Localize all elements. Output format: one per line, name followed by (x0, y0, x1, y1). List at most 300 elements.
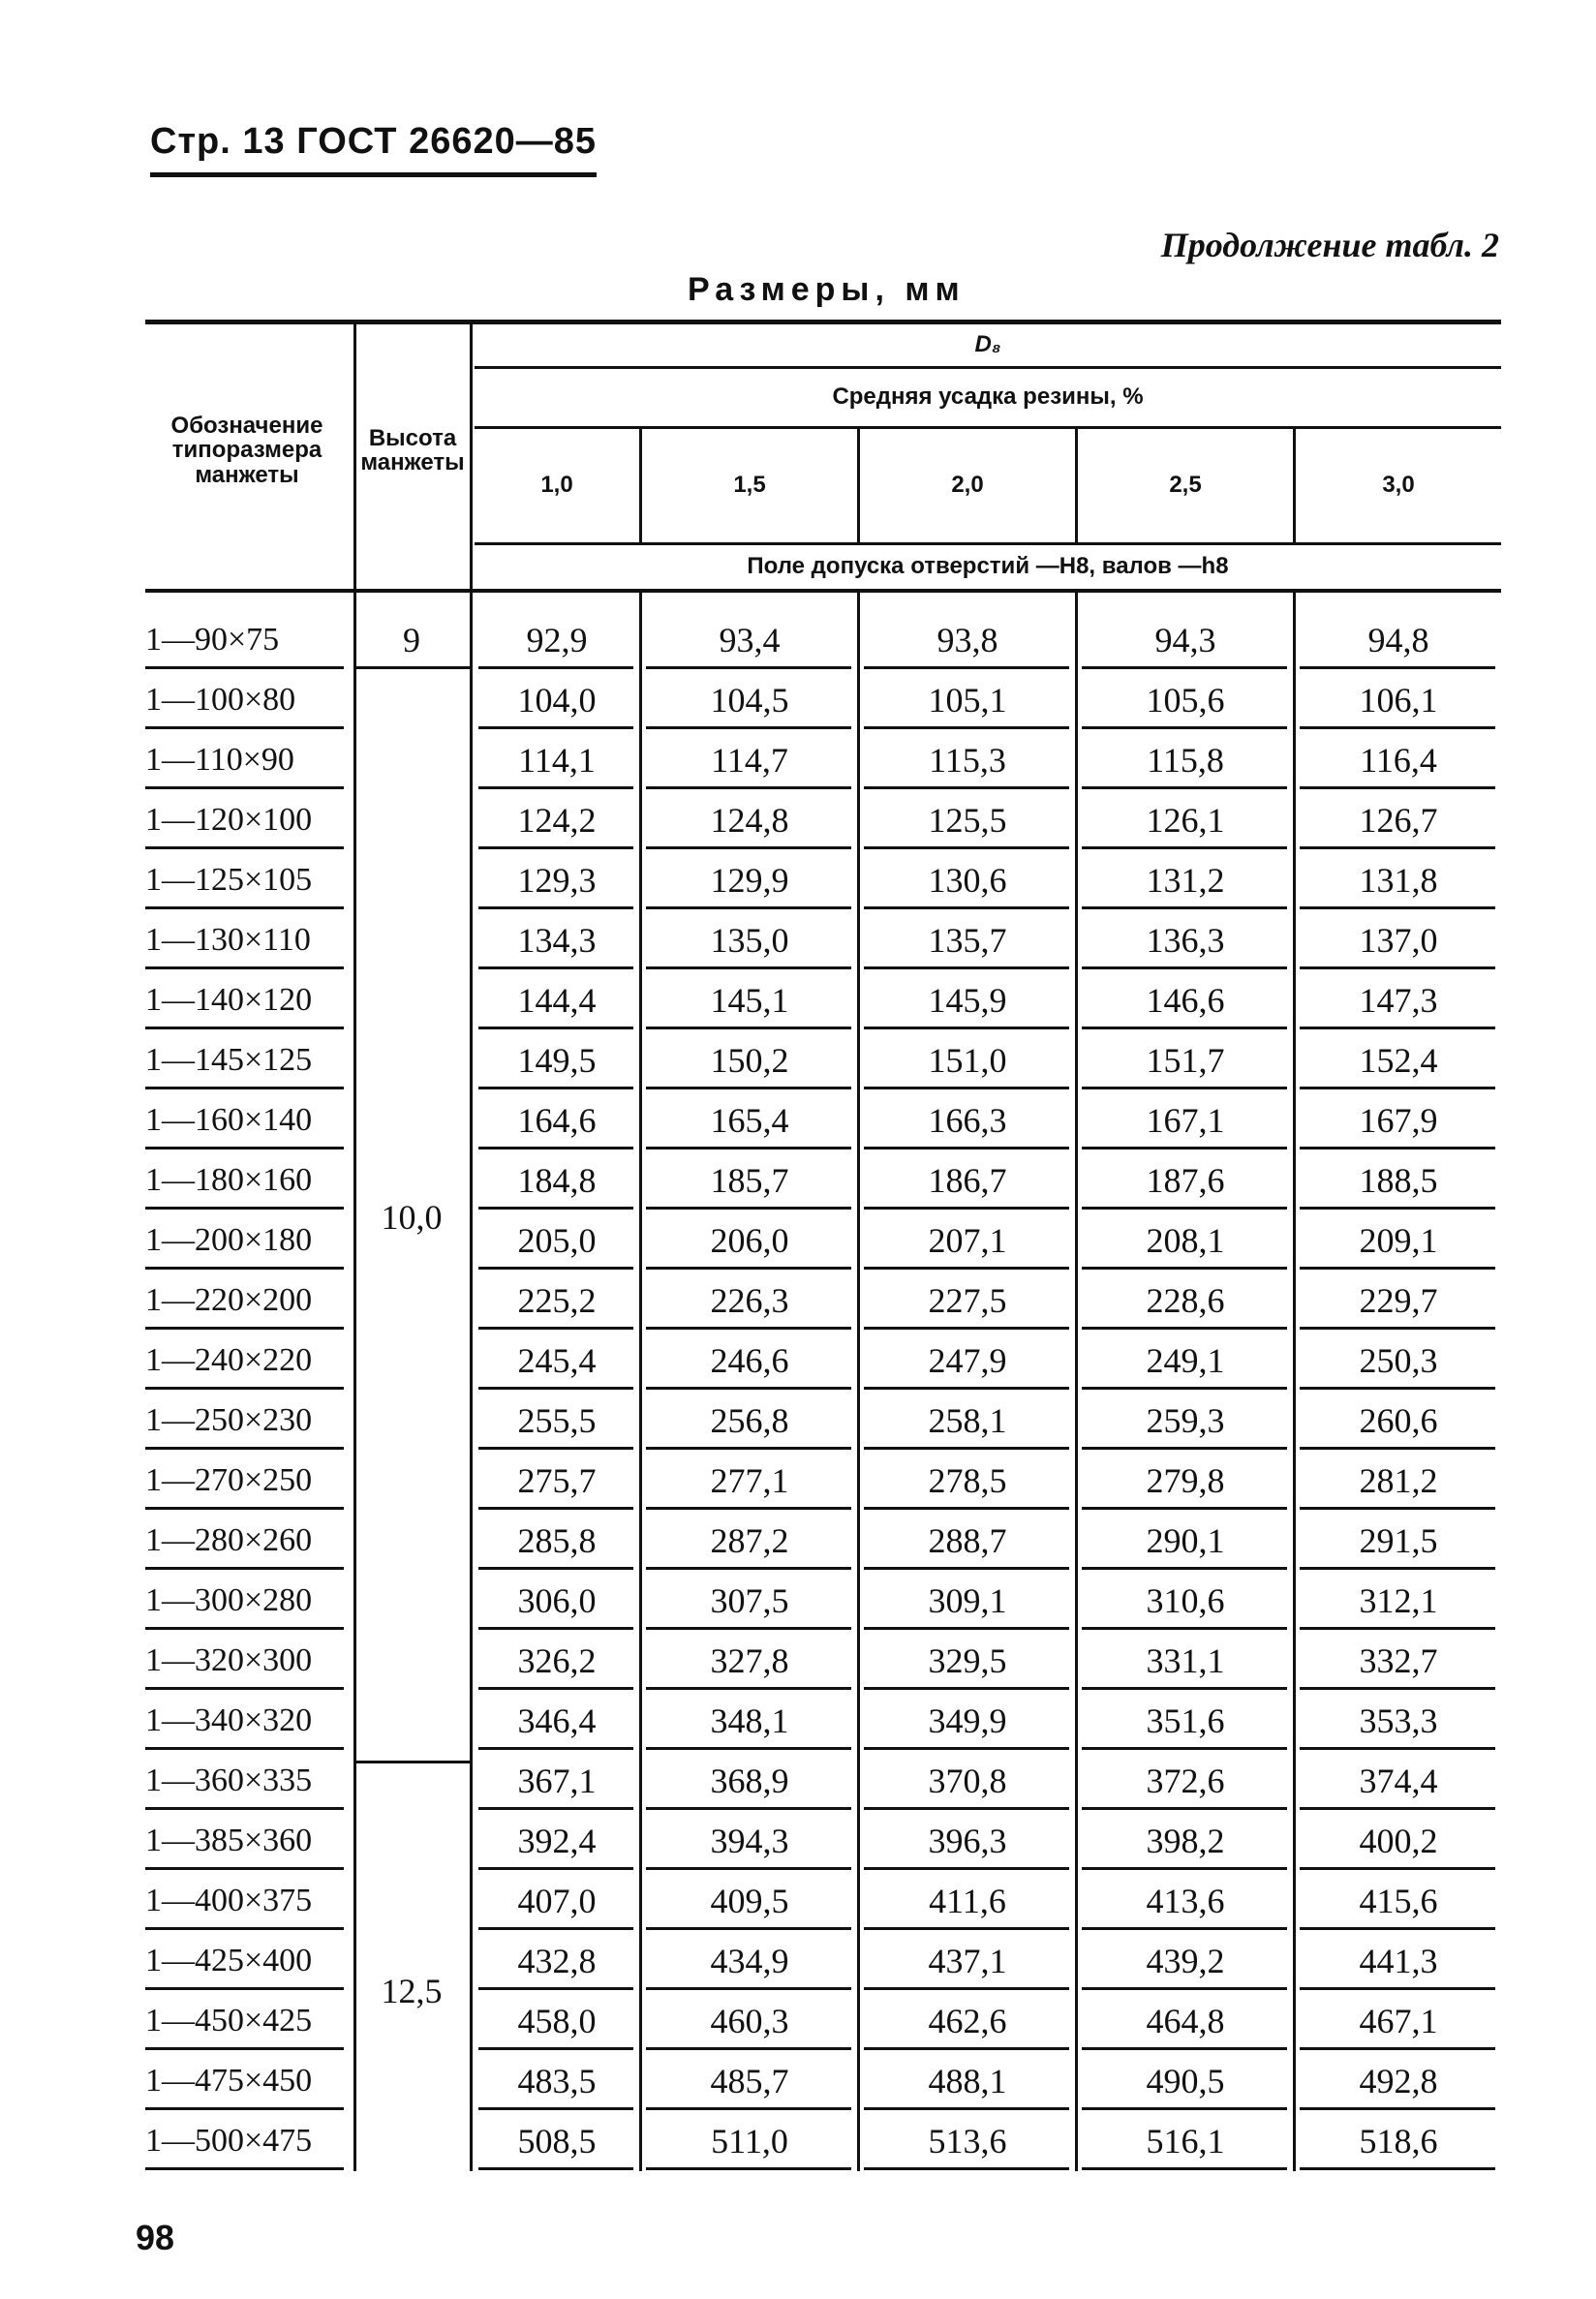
row-rule-value (478, 1507, 633, 1510)
height-group-9: 9 (403, 621, 420, 659)
d-column-header: D₈ (974, 331, 1001, 358)
row-rule-designation (145, 1087, 344, 1089)
row-rule-value (1300, 1687, 1495, 1690)
row-value-cell: 229,7 (1359, 1281, 1438, 1320)
row-value-cell: 349,9 (928, 1701, 1007, 1740)
row-rule-value (1082, 1747, 1287, 1750)
row-rule-value (1300, 1447, 1495, 1450)
row-value-cell: 164,6 (517, 1101, 597, 1140)
row-rule-designation (145, 666, 344, 669)
height-column-header: Высота манжеты (360, 424, 465, 475)
row-rule-value (1082, 1987, 1287, 1990)
row-rule-value (1300, 1807, 1495, 1810)
row-rule-value (864, 1087, 1069, 1089)
row-value-cell: 125,5 (928, 801, 1007, 840)
row-designation: 1—120×100 (145, 802, 313, 838)
row-rule-designation (145, 1567, 344, 1570)
row-value-cell: 124,8 (710, 801, 789, 840)
row-rule-value (1082, 1627, 1287, 1630)
row-designation: 1—110×90 (145, 742, 294, 778)
row-rule-value (864, 1027, 1069, 1029)
row-value-cell: 275,7 (517, 1461, 597, 1500)
row-value-cell: 137,0 (1359, 921, 1438, 960)
row-rule-value (1082, 1327, 1287, 1330)
row-rule-value (864, 1447, 1069, 1450)
row-value-cell: 225,2 (517, 1281, 597, 1320)
row-value-cell: 346,4 (517, 1701, 597, 1740)
row-value-cell: 413,6 (1146, 1882, 1225, 1920)
row-rule-designation (145, 1987, 344, 1990)
row-rule-value (864, 2047, 1069, 2050)
row-value-cell: 145,1 (710, 981, 789, 1020)
row-value-cell: 287,2 (710, 1521, 789, 1560)
row-designation: 1—385×360 (145, 1823, 313, 1858)
row-rule-designation (145, 1267, 344, 1270)
row-rule-value (1082, 1147, 1287, 1150)
row-value-cell: 437,1 (928, 1942, 1007, 1980)
row-rule-value (646, 1027, 851, 1029)
row-rule-value (646, 1687, 851, 1690)
row-value-cell: 407,0 (517, 1882, 597, 1920)
row-rule-value (1300, 1987, 1495, 1990)
row-value-cell: 104,0 (517, 681, 597, 720)
row-value-cell: 207,1 (928, 1221, 1007, 1260)
row-designation: 1—270×250 (145, 1462, 313, 1498)
row-value-cell: 277,1 (710, 1461, 789, 1500)
row-rule-value (1300, 2047, 1495, 2050)
row-value-cell: 485,7 (710, 2062, 789, 2100)
row-value-cell: 312,1 (1359, 1581, 1438, 1620)
row-designation: 1—450×425 (145, 2003, 313, 2038)
row-rule-designation (145, 1447, 344, 1450)
dimensions-table (145, 320, 1501, 2208)
row-value-cell: 394,3 (710, 1822, 789, 1860)
row-value-cell: 165,4 (710, 1101, 789, 1140)
row-rule-value (646, 1987, 851, 1990)
row-rule-value (478, 1927, 633, 1930)
row-value-cell: 245,4 (517, 1341, 597, 1380)
row-value-cell: 135,0 (710, 921, 789, 960)
row-rule-value (864, 1267, 1069, 1270)
row-value-cell: 126,1 (1146, 801, 1225, 840)
row-value-cell: 327,8 (710, 1641, 789, 1680)
body-column-divider (353, 591, 356, 2171)
row-rule-value (646, 2107, 851, 2110)
header-divider-2 (470, 322, 473, 591)
row-rule-value (478, 1447, 633, 1450)
row-designation: 1—320×300 (145, 1642, 313, 1678)
row-rule-value (478, 2047, 633, 2050)
row-value-cell: 307,5 (710, 1581, 789, 1620)
row-value-cell: 400,2 (1359, 1822, 1438, 1860)
row-rule-value (478, 2107, 633, 2110)
row-rule-designation (145, 1807, 344, 1810)
row-value-cell: 228,6 (1146, 1281, 1225, 1320)
row-value-cell: 508,5 (517, 2122, 597, 2161)
row-value-cell: 483,5 (517, 2062, 597, 2100)
row-value-cell: 144,4 (517, 981, 597, 1020)
row-value-cell: 186,7 (928, 1161, 1007, 1200)
row-rule-value (1082, 1927, 1287, 1930)
row-rule-value (646, 1387, 851, 1390)
row-value-cell: 166,3 (928, 1101, 1007, 1140)
shrinkage-value-2: 1,5 (733, 472, 766, 499)
row-value-cell: 306,0 (517, 1581, 597, 1620)
row-rule-designation (145, 1387, 344, 1390)
row-rule-value (864, 786, 1069, 789)
row-rule-value (864, 1507, 1069, 1510)
row-value-cell: 309,1 (928, 1581, 1007, 1620)
row-value-cell: 370,8 (928, 1762, 1007, 1800)
row-rule-value (1300, 1867, 1495, 1870)
row-rule-value (864, 1927, 1069, 1930)
row-value-cell: 151,7 (1146, 1041, 1225, 1080)
row-rule-value (1082, 2167, 1287, 2170)
row-rule-value (864, 966, 1069, 969)
row-rule-designation (145, 1507, 344, 1510)
row-designation: 1—90×75 (145, 622, 280, 658)
row-rule-value (1082, 786, 1287, 789)
row-value-cell: 367,1 (517, 1762, 597, 1800)
row-rule-value (1300, 666, 1495, 669)
tolerance-header: Поле допуска отверстий —H8, валов —h8 (747, 553, 1229, 580)
row-rule-value (646, 1207, 851, 1210)
row-value-cell: 374,4 (1359, 1762, 1438, 1800)
row-value-cell: 288,7 (928, 1521, 1007, 1560)
row-rule-value (864, 1627, 1069, 1630)
row-designation: 1—300×280 (145, 1582, 313, 1618)
row-value-cell: 247,9 (928, 1341, 1007, 1380)
row-value-cell: 392,4 (517, 1822, 597, 1860)
row-value-cell: 250,3 (1359, 1341, 1438, 1380)
row-rule-value (1300, 1927, 1495, 1930)
row-rule-designation (145, 2107, 344, 2110)
row-value-cell: 439,2 (1146, 1942, 1225, 1980)
row-rule-designation (145, 1747, 344, 1750)
row-value-cell: 441,3 (1359, 1942, 1438, 1980)
height-group-separator (353, 1761, 473, 1763)
row-value-cell: 246,6 (710, 1341, 789, 1380)
row-rule-value (864, 1147, 1069, 1150)
row-rule-value (1300, 726, 1495, 729)
row-value-cell: 152,4 (1359, 1041, 1438, 1080)
row-value-cell: 260,6 (1359, 1401, 1438, 1440)
row-designation: 1—360×335 (145, 1763, 313, 1798)
row-value-cell: 134,3 (517, 921, 597, 960)
row-rule-value (478, 1867, 633, 1870)
row-rule-value (646, 1567, 851, 1570)
row-rule-value (1300, 2107, 1495, 2110)
row-designation: 1—125×105 (145, 862, 313, 898)
row-designation: 1—400×375 (145, 1883, 313, 1918)
row-value-cell: 492,8 (1359, 2062, 1438, 2100)
d-header-rule (475, 366, 1501, 369)
row-value-cell: 206,0 (710, 1221, 789, 1260)
row-value-cell: 94,3 (1154, 621, 1216, 659)
row-rule-value (864, 666, 1069, 669)
row-value-cell: 105,6 (1146, 681, 1225, 720)
row-value-cell: 372,6 (1146, 1762, 1225, 1800)
row-rule-value (1082, 846, 1287, 849)
row-rule-value (646, 1747, 851, 1750)
header-divider-1 (353, 322, 356, 591)
row-rule-value (1300, 1267, 1495, 1270)
row-value-cell: 353,3 (1359, 1701, 1438, 1740)
row-rule-value (478, 1687, 633, 1690)
row-rule-value (646, 726, 851, 729)
row-rule-value (646, 966, 851, 969)
row-rule-value (478, 726, 633, 729)
row-rule-value (478, 786, 633, 789)
row-value-cell: 92,9 (526, 621, 588, 659)
row-value-cell: 188,5 (1359, 1161, 1438, 1200)
row-value-cell: 131,2 (1146, 861, 1225, 900)
row-rule-value (1300, 1207, 1495, 1210)
row-rule-value (478, 846, 633, 849)
row-value-cell: 411,6 (929, 1882, 1006, 1920)
row-rule-designation (145, 906, 344, 909)
height-group-separator (353, 666, 473, 669)
row-value-cell: 464,8 (1146, 2002, 1225, 2040)
row-rule-value (646, 1507, 851, 1510)
row-rule-value (1300, 1087, 1495, 1089)
row-value-cell: 348,1 (710, 1701, 789, 1740)
row-designation: 1—340×320 (145, 1702, 313, 1738)
row-value-cell: 116,4 (1360, 741, 1437, 780)
body-column-divider (1075, 591, 1078, 2171)
row-value-cell: 310,6 (1146, 1581, 1225, 1620)
row-value-cell: 396,3 (928, 1822, 1007, 1860)
row-rule-value (478, 1627, 633, 1630)
row-rule-designation (145, 1627, 344, 1630)
row-value-cell: 185,7 (710, 1161, 789, 1200)
row-designation: 1—180×160 (145, 1162, 313, 1198)
row-value-cell: 126,7 (1359, 801, 1438, 840)
row-value-cell: 258,1 (928, 1401, 1007, 1440)
row-rule-value (1300, 1507, 1495, 1510)
row-rule-designation (145, 1207, 344, 1210)
row-value-cell: 106,1 (1359, 681, 1438, 720)
row-value-cell: 93,4 (719, 621, 781, 659)
row-value-cell: 351,6 (1146, 1701, 1225, 1740)
row-rule-value (646, 846, 851, 849)
row-value-cell: 150,2 (710, 1041, 789, 1080)
row-value-cell: 115,3 (929, 741, 1006, 780)
row-rule-value (1082, 966, 1287, 969)
body-column-divider (470, 591, 473, 2171)
row-designation: 1—475×450 (145, 2063, 313, 2099)
row-rule-value (864, 2167, 1069, 2170)
row-rule-value (864, 1567, 1069, 1570)
row-rule-value (1082, 1807, 1287, 1810)
row-value-cell: 488,1 (928, 2062, 1007, 2100)
row-rule-value (478, 1027, 633, 1029)
row-rule-designation (145, 786, 344, 789)
row-value-cell: 332,7 (1359, 1641, 1438, 1680)
designation-column-header: Обозначение типоразмера манжеты (170, 413, 323, 488)
row-rule-designation (145, 726, 344, 729)
row-value-cell: 135,7 (928, 921, 1007, 960)
row-value-cell: 167,9 (1359, 1101, 1438, 1140)
row-value-cell: 259,3 (1146, 1401, 1225, 1440)
row-designation: 1—425×400 (145, 1943, 313, 1978)
row-rule-value (1300, 1567, 1495, 1570)
row-rule-designation (145, 2047, 344, 2050)
row-rule-designation (145, 1327, 344, 1330)
row-rule-value (646, 906, 851, 909)
row-value-cell: 415,6 (1359, 1882, 1438, 1920)
row-rule-designation (145, 966, 344, 969)
row-rule-value (646, 786, 851, 789)
row-rule-designation (145, 1027, 344, 1029)
row-value-cell: 226,3 (710, 1281, 789, 1320)
row-value-cell: 432,8 (517, 1942, 597, 1980)
row-rule-value (478, 906, 633, 909)
units-label: Размеры, мм (688, 271, 966, 308)
row-value-cell: 256,8 (710, 1401, 789, 1440)
row-rule-value (478, 1987, 633, 1990)
row-rule-value (1082, 1087, 1287, 1089)
row-value-cell: 145,9 (928, 981, 1007, 1020)
row-rule-value (478, 1327, 633, 1330)
row-rule-designation (145, 1147, 344, 1150)
row-rule-value (1300, 1147, 1495, 1150)
row-rule-value (864, 1987, 1069, 1990)
row-rule-value (1300, 1027, 1495, 1029)
row-designation: 1—145×125 (145, 1042, 313, 1078)
row-rule-value (1082, 2047, 1287, 2050)
row-value-cell: 331,1 (1146, 1641, 1225, 1680)
row-rule-value (1300, 906, 1495, 909)
continuation-label: Продолжение табл. 2 (1160, 226, 1499, 264)
row-rule-designation (145, 846, 344, 849)
row-rule-value (1082, 1507, 1287, 1510)
row-rule-value (478, 1147, 633, 1150)
row-rule-value (646, 666, 851, 669)
body-column-divider (857, 591, 860, 2171)
row-rule-value (864, 1807, 1069, 1810)
row-rule-value (1300, 966, 1495, 969)
row-rule-value (646, 2047, 851, 2050)
row-rule-value (478, 1567, 633, 1570)
row-value-cell: 285,8 (517, 1521, 597, 1560)
row-value-cell: 93,8 (936, 621, 998, 659)
row-rule-value (478, 1387, 633, 1390)
row-rule-value (646, 1327, 851, 1330)
row-designation: 1—130×110 (145, 922, 311, 958)
row-value-cell: 398,2 (1146, 1822, 1225, 1860)
row-rule-value (478, 1747, 633, 1750)
row-value-cell: 516,1 (1146, 2122, 1225, 2161)
row-rule-value (864, 2107, 1069, 2110)
row-rule-value (1300, 786, 1495, 789)
row-value-cell: 329,5 (928, 1641, 1007, 1680)
row-value-cell: 255,5 (517, 1401, 597, 1440)
row-rule-value (864, 846, 1069, 849)
shrinkage-value-1: 1,0 (540, 472, 573, 499)
row-value-cell: 187,6 (1146, 1161, 1225, 1200)
row-value-cell: 147,3 (1359, 981, 1438, 1020)
body-column-divider (1293, 591, 1296, 2171)
row-rule-value (646, 1447, 851, 1450)
row-value-cell: 409,5 (710, 1882, 789, 1920)
row-rule-value (646, 1267, 851, 1270)
row-rule-value (1082, 1567, 1287, 1570)
row-value-cell: 490,5 (1146, 2062, 1225, 2100)
row-rule-value (864, 906, 1069, 909)
row-value-cell: 227,5 (928, 1281, 1007, 1320)
row-value-cell: 278,5 (928, 1461, 1007, 1500)
row-value-cell: 129,9 (710, 861, 789, 900)
row-designation: 1—220×200 (145, 1282, 313, 1318)
row-rule-value (1300, 1387, 1495, 1390)
row-value-cell: 146,6 (1146, 981, 1225, 1020)
row-rule-value (1300, 1627, 1495, 1630)
row-value-cell: 114,1 (518, 741, 596, 780)
row-value-cell: 249,1 (1146, 1341, 1225, 1380)
row-value-cell: 151,0 (928, 1041, 1007, 1080)
row-designation: 1—100×80 (145, 682, 296, 718)
row-rule-value (1082, 2107, 1287, 2110)
row-value-cell: 368,9 (710, 1762, 789, 1800)
row-value-cell: 209,1 (1359, 1221, 1438, 1260)
row-rule-value (1300, 1327, 1495, 1330)
row-designation: 1—500×475 (145, 2123, 313, 2159)
row-rule-value (478, 966, 633, 969)
row-rule-value (864, 1327, 1069, 1330)
row-rule-value (864, 1387, 1069, 1390)
row-rule-value (1082, 1027, 1287, 1029)
row-rule-value (1082, 666, 1287, 669)
row-rule-value (1082, 1687, 1287, 1690)
row-rule-designation (145, 1867, 344, 1870)
row-value-cell: 124,2 (517, 801, 597, 840)
row-value-cell: 462,6 (928, 2002, 1007, 2040)
row-designation: 1—140×120 (145, 982, 313, 1018)
row-value-cell: 167,1 (1146, 1101, 1225, 1140)
row-rule-value (646, 1867, 851, 1870)
row-rule-value (1082, 1447, 1287, 1450)
row-rule-value (1082, 1867, 1287, 1870)
row-rule-value (1300, 1747, 1495, 1750)
row-value-cell: 129,3 (517, 861, 597, 900)
row-value-cell: 149,5 (517, 1041, 597, 1080)
row-rule-value (646, 1627, 851, 1630)
row-value-cell: 104,5 (710, 681, 789, 720)
row-value-cell: 434,9 (710, 1942, 789, 1980)
row-rule-value (1300, 2167, 1495, 2170)
row-rule-value (864, 1687, 1069, 1690)
row-value-cell: 94,8 (1367, 621, 1429, 659)
row-value-cell: 513,6 (928, 2122, 1007, 2161)
row-rule-value (864, 726, 1069, 729)
row-rule-value (646, 1087, 851, 1089)
shrinkage-value-4: 2,5 (1169, 472, 1202, 499)
row-designation: 1—250×230 (145, 1402, 313, 1438)
header-bottom-rule (145, 589, 1501, 593)
row-rule-designation (145, 2167, 344, 2170)
row-designation: 1—240×220 (145, 1342, 313, 1378)
row-rule-value (864, 1207, 1069, 1210)
row-designation: 1—160×140 (145, 1102, 313, 1138)
shrinkage-header: Средняя усадка резины, % (832, 383, 1144, 411)
body-column-divider (639, 591, 642, 2171)
row-value-cell: 467,1 (1359, 2002, 1438, 2040)
shrinkage-value-5: 3,0 (1382, 472, 1415, 499)
row-value-cell: 511,0 (711, 2122, 788, 2161)
row-rule-value (1082, 906, 1287, 909)
row-rule-value (1082, 1267, 1287, 1270)
